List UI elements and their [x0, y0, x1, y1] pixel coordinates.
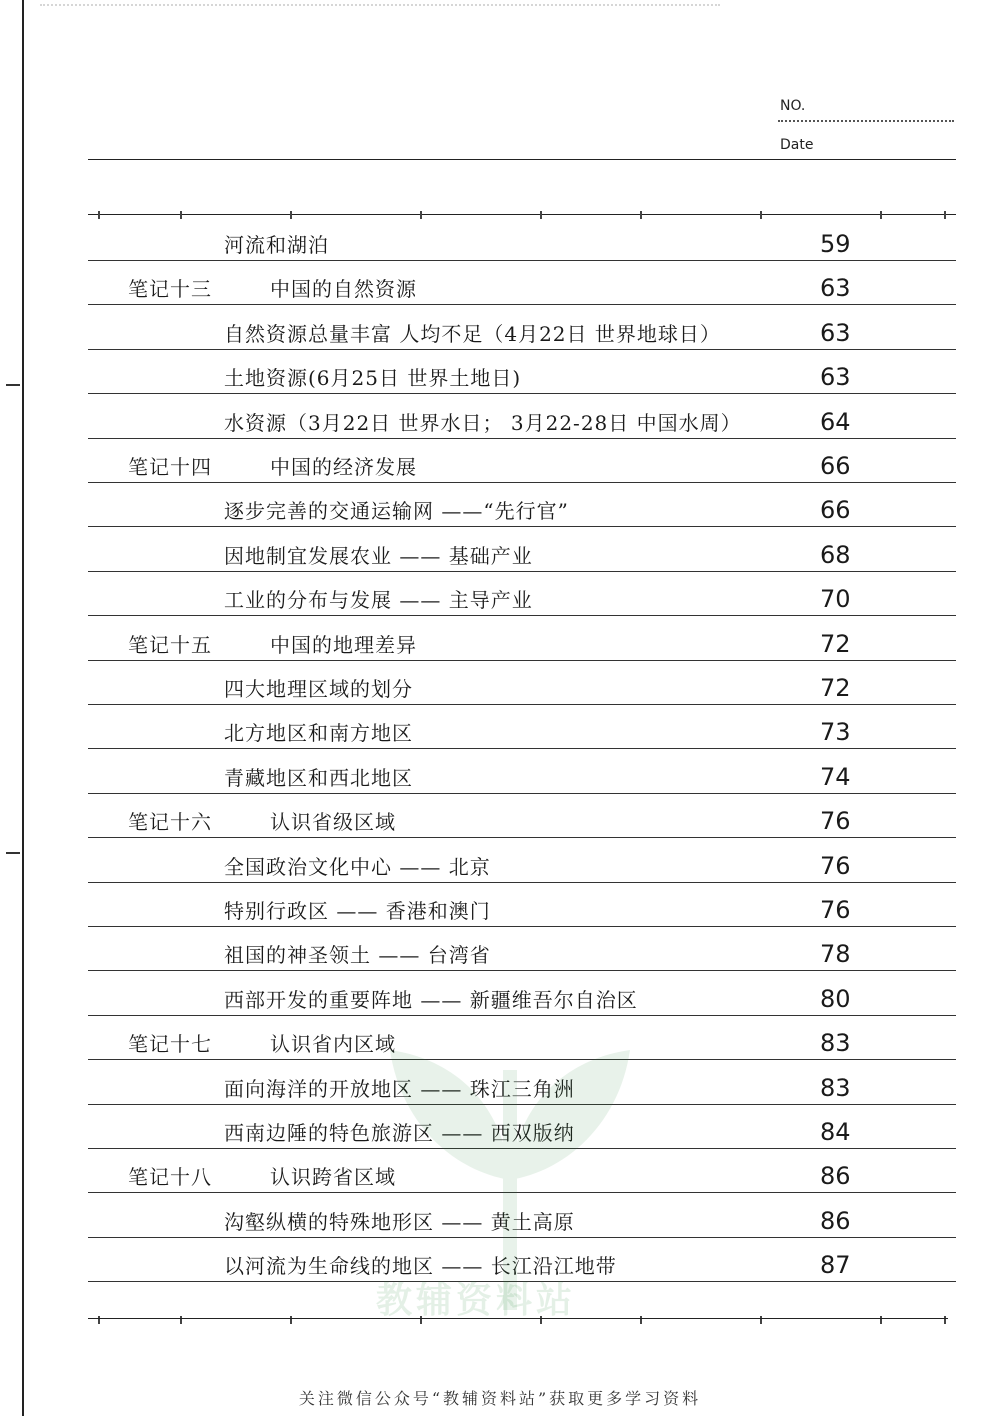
note-number-label: 笔记十五: [128, 633, 212, 657]
footer-note: 关注微信公众号“教辅资料站”获取更多学习资料: [298, 1389, 702, 1408]
page-number: 63: [820, 274, 851, 302]
section-title: 北方地区和南方地区: [224, 721, 413, 745]
top-rule: [88, 214, 956, 215]
page-number: 84: [820, 1118, 851, 1146]
header-rule: [88, 159, 956, 160]
section-title: 逐步完善的交通运输网 ——“先行官”: [224, 499, 569, 523]
rule-tick: [180, 211, 182, 219]
toc-entry: [88, 1015, 956, 1059]
note-number-label: 笔记十四: [128, 455, 212, 479]
toc-entry: [88, 971, 956, 1015]
rule-tick: [880, 211, 882, 219]
page-number: 78: [820, 940, 851, 968]
toc-entry: [88, 438, 956, 482]
toc-entry: [88, 1060, 956, 1104]
section-title: 自然资源总量丰富 人均不足（4月22日 世界地球日）: [224, 322, 721, 346]
chapter-title: 中国的地理差异: [270, 633, 417, 657]
rule-tick: [98, 211, 100, 219]
no-label: NO.: [780, 98, 806, 114]
date-label: Date: [780, 137, 814, 153]
page-number: 74: [820, 763, 851, 791]
toc-entry: [88, 882, 956, 926]
page-number: 72: [820, 674, 851, 702]
toc-entry: [88, 793, 956, 837]
toc-entry: [88, 616, 956, 660]
toc-entry: [88, 216, 956, 260]
toc-entry: [88, 926, 956, 970]
toc-entry: [88, 749, 956, 793]
page-number: 59: [820, 230, 851, 258]
page-number: 66: [820, 496, 851, 524]
toc-entry: [88, 1148, 956, 1192]
page-number: 63: [820, 363, 851, 391]
section-title: 西部开发的重要阵地 —— 新疆维吾尔自治区: [224, 988, 638, 1012]
binding-tick: [6, 384, 20, 386]
page-number: 76: [820, 896, 851, 924]
section-title: 面向海洋的开放地区 —— 珠江三角洲: [224, 1077, 575, 1101]
rule-tick: [290, 211, 292, 219]
chapter-title: 中国的自然资源: [270, 277, 417, 301]
page-number: 87: [820, 1251, 851, 1279]
page-number: 83: [820, 1029, 851, 1057]
page-number: 76: [820, 807, 851, 835]
rule-tick: [640, 211, 642, 219]
toc-entry: [88, 571, 956, 615]
toc-entry: [88, 660, 956, 704]
chapter-title: 认识省级区域: [270, 810, 396, 834]
page-number: 64: [820, 408, 851, 436]
note-number-label: 笔记十六: [128, 810, 212, 834]
toc-entry: [88, 349, 956, 393]
no-field-line: [778, 120, 954, 122]
section-title: 青藏地区和西北地区: [224, 766, 413, 790]
section-title: 土地资源(6月25日 世界土地日): [224, 366, 522, 390]
page-number: 66: [820, 452, 851, 480]
page-number: 80: [820, 985, 851, 1013]
toc-entry: [88, 482, 956, 526]
toc-entry: [88, 838, 956, 882]
page-number: 83: [820, 1074, 851, 1102]
chapter-title: 中国的经济发展: [270, 455, 417, 479]
page-number: 63: [820, 319, 851, 347]
toc-entry: [88, 1193, 956, 1237]
toc-entry: [88, 704, 956, 748]
section-title: 河流和湖泊: [224, 233, 329, 257]
section-title: 沟壑纵横的特殊地形区 —— 黄土高原: [224, 1210, 575, 1234]
section-title: 西南边陲的特色旅游区 —— 西双版纳: [224, 1121, 575, 1145]
section-title: 水资源（3月22日 世界水日； 3月22-28日 中国水周）: [224, 411, 742, 435]
binding-margin-line: [22, 0, 24, 1416]
watermark-text: 教辅资料站: [376, 1280, 577, 1321]
toc-entry: [88, 305, 956, 349]
rule-tick: [540, 211, 542, 219]
page-number: 86: [820, 1207, 851, 1235]
page-number: 73: [820, 718, 851, 746]
toc-entry: [88, 1104, 956, 1148]
page-number: 72: [820, 630, 851, 658]
note-number-label: 笔记十八: [128, 1165, 212, 1189]
scan-speckle: [40, 4, 720, 12]
note-number-label: 笔记十七: [128, 1032, 212, 1056]
page-number: 76: [820, 852, 851, 880]
section-title: 特别行政区 —— 香港和澳门: [224, 899, 491, 923]
section-title: 因地制宜发展农业 —— 基础产业: [224, 544, 533, 568]
page-number: 70: [820, 585, 851, 613]
page-number: 68: [820, 541, 851, 569]
section-title: 祖国的神圣领土 —— 台湾省: [224, 943, 491, 967]
rule-tick: [420, 211, 422, 219]
rule-tick: [760, 211, 762, 219]
section-title: 全国政治文化中心 —— 北京: [224, 855, 491, 879]
toc-entry: [88, 394, 956, 438]
section-title: 以河流为生命线的地区 —— 长江沿江地带: [224, 1254, 617, 1278]
page-number: 86: [820, 1162, 851, 1190]
section-title: 工业的分布与发展 —— 主导产业: [224, 588, 533, 612]
binding-tick: [6, 852, 20, 854]
chapter-title: 认识省内区域: [270, 1032, 396, 1056]
chapter-title: 认识跨省区域: [270, 1165, 396, 1189]
section-title: 四大地理区域的划分: [224, 677, 413, 701]
note-number-label: 笔记十三: [128, 277, 212, 301]
toc-entry: [88, 527, 956, 571]
toc-entry: [88, 260, 956, 304]
rule-tick: [944, 211, 946, 219]
